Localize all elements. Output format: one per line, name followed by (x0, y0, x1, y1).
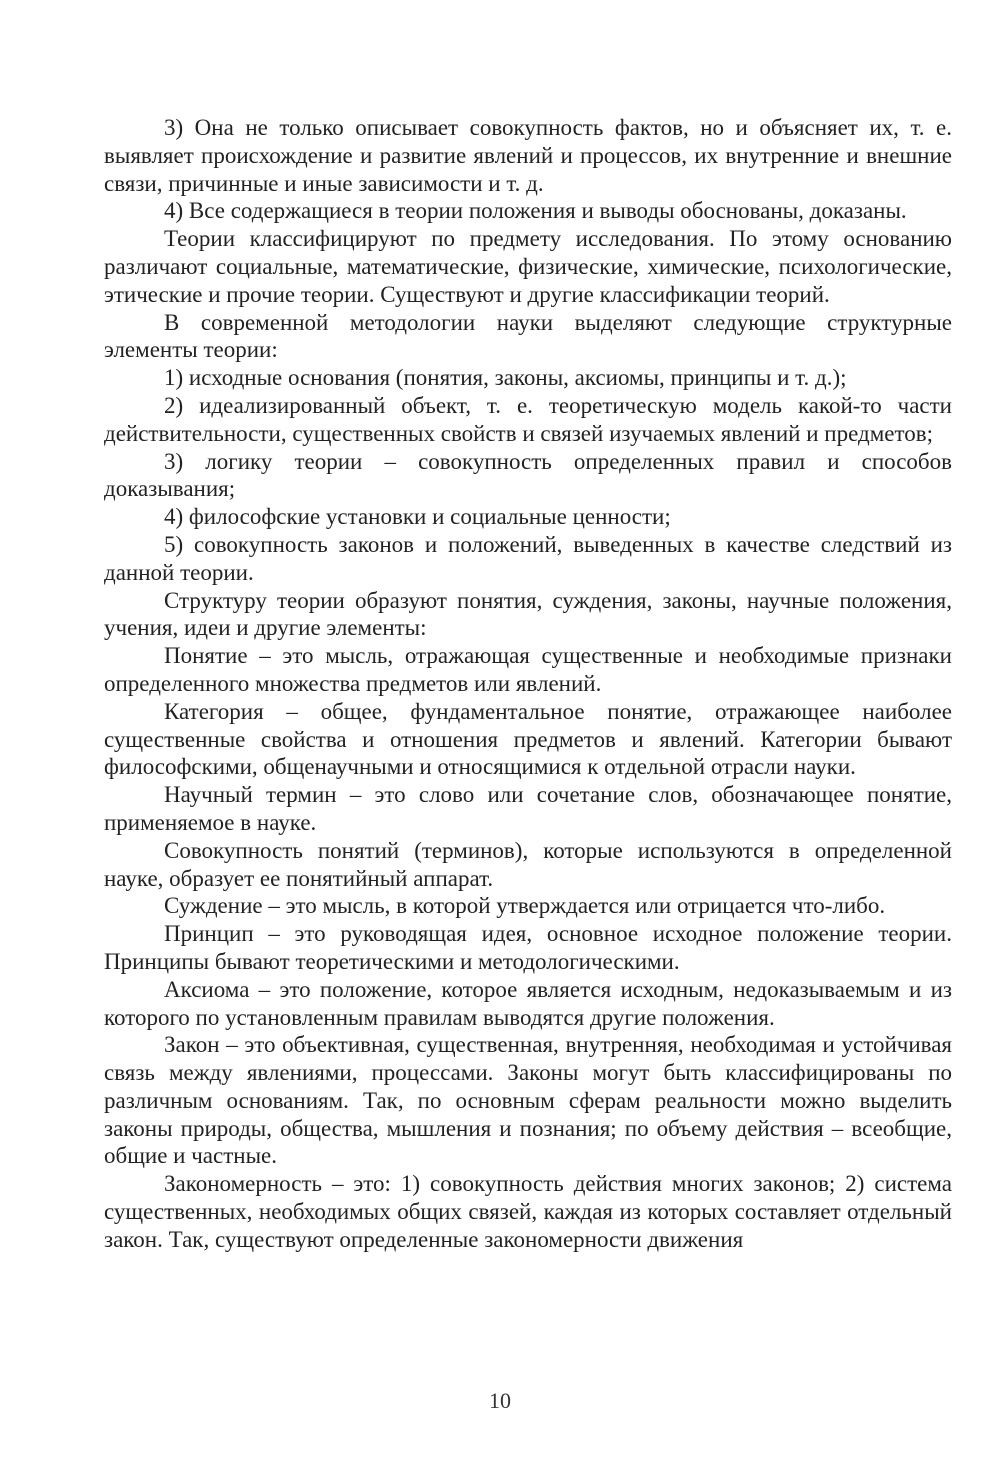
definition-law: Закон – это объективная, существенная, внутренняя, необходимая и устойчивая связь между явлениями, процессами. Законы могут быть классифицированы по различным основаниям. Так, по основным сферам реальности можно выделить законы природы, общества, мышления и познания; по объему действия – всеобщие, общие и частные. (104, 1032, 952, 1169)
definition-axiom: Аксиома – это положение, которое является исходным, недоказываемым и из которого по установленным правилам выводятся другие положения. (104, 976, 952, 1030)
paragraph: Структуру теории образуют понятия, суждения, законы, научные положения, учения, идеи и другие элементы: (104, 587, 952, 641)
page-body (104, 114, 952, 1254)
list-item: 1) исходные основания (понятия, законы, аксиомы, принципы и т. д.); (164, 365, 847, 391)
definition-concept: Понятие – это мысль, отражающая существенные и необходимые признаки определенного множества предметов или явлений. (104, 643, 952, 696)
definition-term: Научный термин – это слово или сочетание слов, обозначающее понятие, применяемое в науке. (104, 782, 952, 835)
paragraph: В современной методологии науки выделяют следующие структурные элементы теории: (104, 309, 952, 363)
definition-principle: Принцип – это руководящая идея, основное исходное положение теории. Принципы бывают теоретическими и методологическими. (104, 921, 952, 974)
definition-regularity: Закономерность – это: 1) совокупность действия многих законов; 2) система существенных, необходимых общих связей, каждая из которых составляет отдельный закон. Так, существуют определенные закономерности движения (104, 1171, 952, 1252)
definition-category: Категория – общее, фундаментальное понятие, отражающее наиболее существенные свойства и отношения предметов и явлений. Категории бывают философскими, общенаучными и относящимися к отдельной отрасли науки. (104, 698, 952, 780)
list-item: 2) идеализированный объект, т. е. теоретическую модель какой-то части действительности, существенных свойств и связей изучаемых явлений и предметов; (104, 392, 952, 446)
list-item: 3) логику теории – совокупность определенных правил и способов доказывания; (104, 448, 952, 502)
definition-judgement: Суждение – это мысль, в которой утверждается или отрицается что-либо. (164, 893, 886, 919)
paragraph: 3) Она не только описывает совокупность фактов, но и объясняет их, т. е. выявляет происхождение и развитие явлений и процессов, их внутренние и внешние связи, причинные и иные зависимости и т. д. (104, 115, 952, 196)
list-item: 5) совокупность законов и положений, выведенных в качестве следствий из данной теории. (104, 531, 952, 585)
paragraph: Совокупность понятий (терминов), которые используются в определенной науке, образует ее понятийный аппарат. (104, 837, 952, 891)
paragraph: Теории классифицируют по предмету исследования. По этому основанию различают социальные, математические, физические, химические, психологические, этические и прочие теории. Существуют и другие классификации теорий. (104, 226, 952, 307)
list-item: 4) философские установки и социальные ценности; (164, 504, 671, 530)
paragraph: 4) Все содержащиеся в теории положения и выводы обоснованы, доказаны. (164, 198, 907, 224)
page-number: 10 (489, 1388, 511, 1413)
